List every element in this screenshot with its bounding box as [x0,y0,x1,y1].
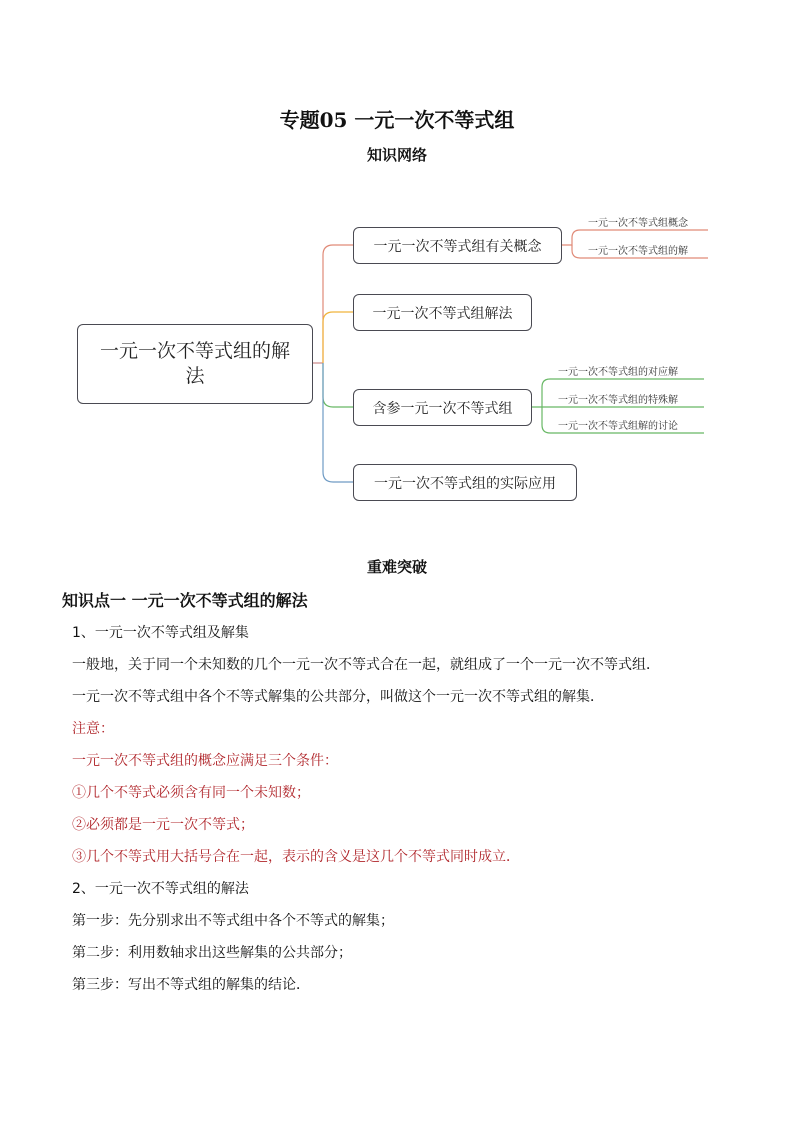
note-label: 注意： [72,721,114,737]
knowledge-network-heading: 知识网络 [366,146,427,164]
note-text: 一元一次不等式组的概念应满足三个条件： [72,753,338,769]
mindmap-root-node: 一元一次不等式组的解法 [77,324,313,404]
subsection-heading: 2、一元一次不等式组的解法 [72,881,249,897]
knowledge-point-title: 知识点一 一元一次不等式组的解法 [62,591,308,610]
mindmap-leaf: 一元一次不等式组的对应解 [558,367,678,378]
step-item: 第三步：写出不等式组的解集的结论． [72,977,310,993]
condition-item: ③几个不等式用大括号合在一起，表示的含义是这几个不等式同时成立． [72,849,520,865]
condition-item: ②必须都是一元一次不等式； [72,817,254,833]
section-heading: 重难突破 [366,558,427,576]
mindmap-leaf: 一元一次不等式组的解 [588,246,688,257]
condition-item: ①几个不等式必须含有同一个未知数； [72,785,310,801]
mindmap-leaf: 一元一次不等式组的特殊解 [558,395,678,406]
mindmap-branch-concepts: 一元一次不等式组有关概念 [353,227,562,264]
mindmap-branch-parameter: 含参一元一次不等式组 [353,389,532,426]
page-title: 专题05 一元一次不等式组 [279,108,515,132]
mindmap-leaf: 一元一次不等式组解的讨论 [558,421,678,432]
paragraph: 一般地，关于同一个未知数的几个一元一次不等式合在一起，就组成了一个一元一次不等式组． [72,657,660,673]
mindmap-leaf: 一元一次不等式组概念 [588,218,688,229]
step-item: 第一步：先分别求出不等式组中各个不等式的解集； [72,913,394,929]
mindmap-branch-solving: 一元一次不等式组解法 [353,294,532,331]
step-item: 第二步：利用数轴求出这些解集的公共部分； [72,945,352,961]
subsection-heading: 1、一元一次不等式组及解集 [72,625,249,641]
mindmap-branch-application: 一元一次不等式组的实际应用 [353,464,577,501]
paragraph: 一元一次不等式组中各个不等式解集的公共部分，叫做这个一元一次不等式组的解集． [72,689,604,705]
